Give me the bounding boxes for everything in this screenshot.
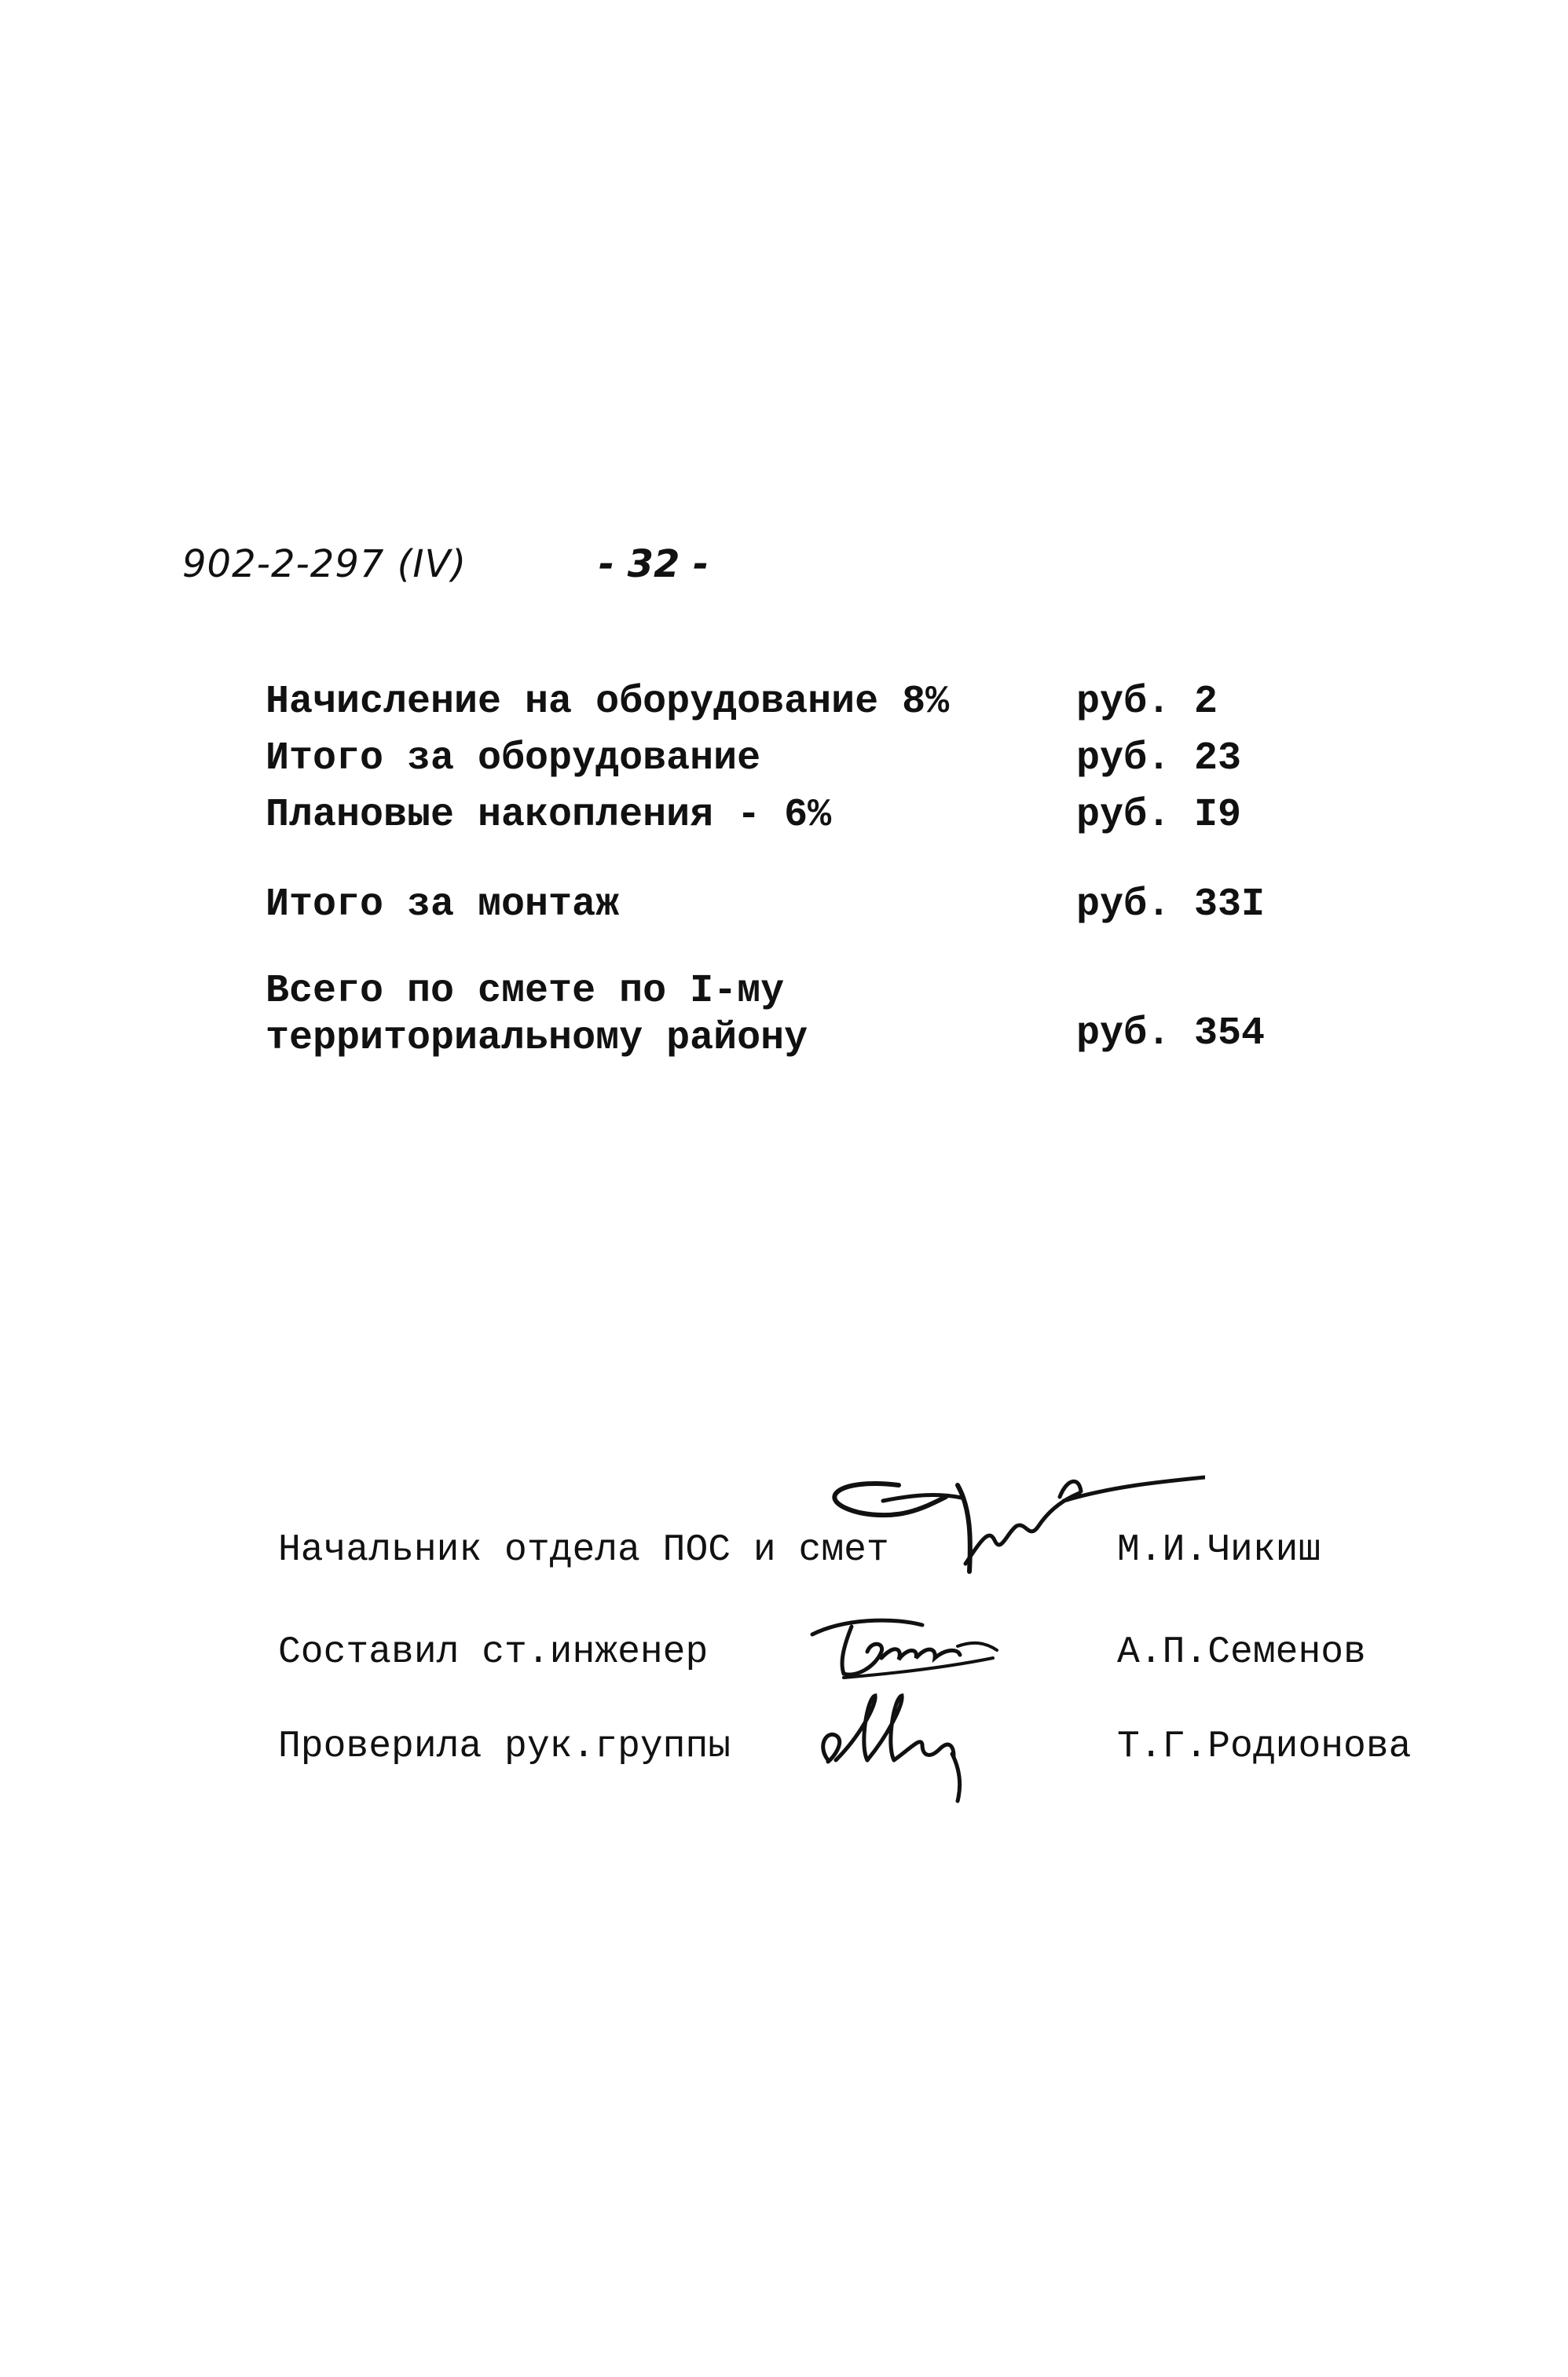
handwritten-signature-icon <box>797 1603 1048 1689</box>
signature-row-reviewer <box>278 1705 1412 1776</box>
installation-total-amount: 33I <box>1194 882 1266 927</box>
installation-total-row <box>266 877 1350 934</box>
cost-row-equipment-total <box>266 731 1350 787</box>
signatory-role: Начальник отдела ПОС и смет <box>278 1529 889 1572</box>
signatory-name: Т.Г.Родионова <box>1117 1726 1412 1768</box>
cost-summary <box>266 674 1350 1062</box>
grand-total-unit: руб. <box>1076 1011 1171 1056</box>
signatory-role: Составил ст.инженер <box>278 1631 709 1674</box>
grand-total-label-line2: территориальному району <box>266 1016 808 1061</box>
cost-row-amount: I9 <box>1194 793 1242 838</box>
grand-total-amount: 354 <box>1194 1011 1266 1056</box>
grand-total-label-line1: Всего по смете по I-му <box>266 969 785 1014</box>
signatory-name: М.И.Чикиш <box>1117 1529 1321 1572</box>
document-code: 902-2-297 (IV) <box>182 542 467 586</box>
cost-row-label: Итого за оборудование <box>266 736 761 781</box>
signature-row-compiler <box>278 1611 1409 1682</box>
signature-row-head <box>278 1509 1409 1579</box>
spacer <box>266 934 1350 968</box>
cost-row-label: Плановые накопления - 6% <box>266 793 832 838</box>
page-header <box>182 542 779 605</box>
cost-row-unit: руб. <box>1076 680 1171 724</box>
page-number: - 32 - <box>599 542 709 586</box>
installation-total-unit: руб. <box>1076 882 1171 927</box>
cost-row-label: Начисление на оборудование 8% <box>266 680 950 724</box>
cost-row-amount: 23 <box>1194 736 1242 781</box>
cost-row-unit: руб. <box>1076 736 1171 781</box>
cost-row-unit: руб. <box>1076 793 1171 838</box>
spacer <box>266 844 1350 877</box>
signatory-name: А.П.Семенов <box>1117 1631 1366 1674</box>
signature-block <box>278 1477 1412 1807</box>
installation-total-label: Итого за монтаж <box>266 882 620 927</box>
grand-total-row <box>266 968 1350 1062</box>
grand-total-label <box>266 968 1076 1062</box>
cost-row-planned-savings <box>266 787 1350 844</box>
handwritten-signature-icon <box>804 1682 1024 1807</box>
cost-row-amount: 2 <box>1194 680 1218 724</box>
signatory-role: Проверила рук.группы <box>278 1726 731 1768</box>
cost-row-equipment-charge <box>266 674 1350 731</box>
